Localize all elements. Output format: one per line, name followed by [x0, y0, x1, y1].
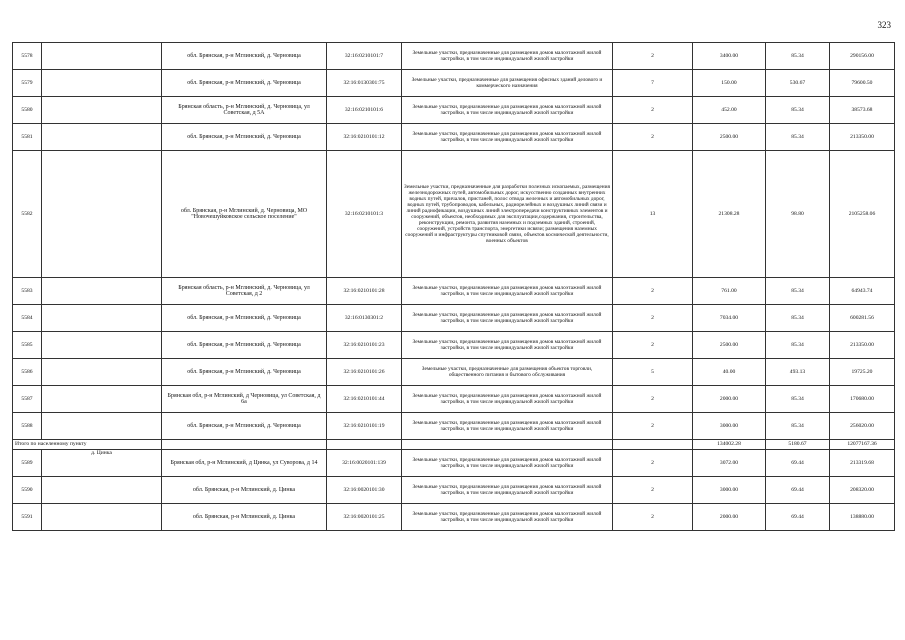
cadastral-value: 64943.74: [830, 278, 895, 305]
use-group: 2: [613, 386, 693, 413]
permitted-use: Земельные участки, предназначенные для размещения домов малоэтажной жилой застройки, в том числе индивидуальной жилой застройки: [402, 278, 613, 305]
address-cell: обл. Брянская, р-н Мглинский, д. Черновица: [162, 332, 327, 359]
address-cell: Брянская область, р-н Мглинский, д. Черновица, ул Советская, д 5А: [162, 97, 327, 124]
permitted-use: Земельные участки, предназначенные для размещения домов малоэтажной жилой застройки, в том числе индивидуальной жилой застройки: [402, 386, 613, 413]
cadastral-rate: 98.80: [766, 151, 830, 278]
cadastral-rate: 69.44: [766, 504, 830, 531]
subtotal-area: 134002.28: [693, 440, 766, 450]
use-group: 2: [613, 124, 693, 151]
address-cell: обл. Брянская, р-н Мглинский, д. Черновица: [162, 124, 327, 151]
cadastral-number: 32:16:0210101:23: [327, 332, 402, 359]
cadastral-number: 32:16:0130301:75: [327, 70, 402, 97]
area-value: 3072.00: [693, 450, 766, 477]
table-row: [13, 332, 895, 359]
subtotal-rate: 5180.67: [766, 440, 830, 450]
use-group: 2: [613, 43, 693, 70]
area-value: 3000.00: [693, 477, 766, 504]
area-value: 2500.00: [693, 124, 766, 151]
address-cell: обл. Брянская, р-н Мглинский, д. Черновица: [162, 413, 327, 440]
row-number: 5583: [13, 278, 42, 305]
use-group: 2: [613, 413, 693, 440]
permitted-use: Земельные участки, предназначенные для размещения домов малоэтажной жилой застройки, в том числе индивидуальной жилой застройки: [402, 504, 613, 531]
rows-group-chernovitsa: [13, 43, 895, 440]
subtotal-empty: [162, 440, 327, 450]
permitted-use: Земельные участки, предназначенные для размещения домов малоэтажной жилой застройки, в том числе индивидуальной жилой застройки: [402, 477, 613, 504]
cadastral-rate: 530.67: [766, 70, 830, 97]
use-group: 7: [613, 70, 693, 97]
cadastral-value: 170680.00: [830, 386, 895, 413]
locality-cell: [42, 278, 162, 305]
use-group: 2: [613, 332, 693, 359]
locality-cell: [42, 124, 162, 151]
land-registry-table: [12, 42, 895, 531]
subtotal-label: Итого по населенному пункту: [13, 440, 162, 450]
table-row: [13, 278, 895, 305]
area-value: 40.00: [693, 359, 766, 386]
locality-cell: [42, 386, 162, 413]
cadastral-number: 32:16:0020101:25: [327, 504, 402, 531]
cadastral-rate: 85.34: [766, 305, 830, 332]
area-value: 21308.28: [693, 151, 766, 278]
permitted-use: Земельные участки, предназначенные для размещения домов малоэтажной жилой застройки, в том числе индивидуальной жилой застройки: [402, 43, 613, 70]
subtotal-empty: [402, 440, 613, 450]
cadastral-number: 32:16:0020101:30: [327, 477, 402, 504]
address-cell: обл. Брянская, р-н Мглинский, д. Цинка: [162, 504, 327, 531]
cadastral-value: 208320.00: [830, 477, 895, 504]
area-value: 3000.00: [693, 413, 766, 440]
cadastral-value: 38573.68: [830, 97, 895, 124]
cadastral-rate: 85.34: [766, 278, 830, 305]
address-cell: обл. Брянская, р-н Мглинский, д. Черновица: [162, 70, 327, 97]
locality-cell: [42, 70, 162, 97]
address-cell: обл. Брянская, р-н Мглинский, д. Черновица: [162, 305, 327, 332]
cadastral-rate: 493.13: [766, 359, 830, 386]
locality-cell: [42, 477, 162, 504]
locality-cell: [42, 97, 162, 124]
cadastral-value: 19725.20: [830, 359, 895, 386]
row-number: 5582: [13, 151, 42, 278]
cadastral-number: 32:16:0020101:139: [327, 450, 402, 477]
locality-cell: [42, 43, 162, 70]
address-cell: обл. Брянская, р-н Мглинский, д. Черновица: [162, 359, 327, 386]
cadastral-value: 79600.50: [830, 70, 895, 97]
table-row: [13, 413, 895, 440]
permitted-use: Земельные участки, предназначенные для разработки полезных ископаемых, размещения железнодорожных путей, автомобильных дорог, искусственно созданных внутренних водных путей, причалов, пристаней, полос отвода железных и автомобильных дорог, водных путей, трубопроводов, кабельных, радиорелейных и воздушных линий связи и линий радиофикации, воздушных линий электропередачи конструктивных элементов и сооружений, объектов, необходимых для эксплуатации,содержания, строительства, реконструкции, ремонта, развития наземных и подземных зданий, строений, сооружений, устройств транспорта, энергетики исвязи; размещения наземных сооружений и инфраструктуры спутниковой связи, объектов космической деятельности, военных объектов: [402, 151, 613, 278]
cadastral-value: 290156.00: [830, 43, 895, 70]
cadastral-rate: 85.34: [766, 124, 830, 151]
address-cell: Брянская обл, р-н Мглинский, д Черновица, ул Советская, д 6а: [162, 386, 327, 413]
use-group: 2: [613, 504, 693, 531]
cadastral-number: 32:16:0130301:2: [327, 305, 402, 332]
cadastral-rate: 85.34: [766, 386, 830, 413]
table-row: [13, 43, 895, 70]
table-row: [13, 124, 895, 151]
cadastral-rate: 85.34: [766, 413, 830, 440]
row-number: 5579: [13, 70, 42, 97]
use-group: 2: [613, 477, 693, 504]
permitted-use: Земельные участки, предназначенные для размещения офисных зданий делового и коммерческого назначения: [402, 70, 613, 97]
row-number: 5591: [13, 504, 42, 531]
address-cell: Брянская область, р-н Мглинский, д. Черновица, ул Советская, д 2: [162, 278, 327, 305]
cadastral-number: 32:16:0210101:19: [327, 413, 402, 440]
cadastral-value: 213319.68: [830, 450, 895, 477]
locality-cell: [42, 413, 162, 440]
row-number: 5578: [13, 43, 42, 70]
area-value: 150.00: [693, 70, 766, 97]
permitted-use: Земельные участки, предназначенные для размещения домов малоэтажной жилой застройки, в том числе индивидуальной жилой застройки: [402, 413, 613, 440]
permitted-use: Земельные участки, предназначенные для размещения домов малоэтажной жилой застройки, в том числе индивидуальной жилой застройки: [402, 97, 613, 124]
permitted-use: Земельные участки, предназначенные для размещения домов малоэтажной жилой застройки, в том числе индивидуальной жилой застройки: [402, 332, 613, 359]
table-row: [13, 151, 895, 278]
row-number: 5588: [13, 413, 42, 440]
locality-cell: [42, 151, 162, 278]
row-number: 5580: [13, 97, 42, 124]
row-number: 5590: [13, 477, 42, 504]
area-value: 3400.00: [693, 43, 766, 70]
area-value: 2000.00: [693, 504, 766, 531]
row-number: 5584: [13, 305, 42, 332]
cadastral-value: 600281.56: [830, 305, 895, 332]
row-number: 5585: [13, 332, 42, 359]
subtotal-value: 12077167.36: [830, 440, 895, 450]
use-group: 5: [613, 359, 693, 386]
table-row: [13, 359, 895, 386]
table-row: [13, 386, 895, 413]
area-value: 761.00: [693, 278, 766, 305]
locality-cell: [42, 305, 162, 332]
table-row: [13, 305, 895, 332]
address-cell: Брянская обл, р-н Мглинский, д Цинка, ул Суворова, д 14: [162, 450, 327, 477]
use-group: 2: [613, 450, 693, 477]
use-group: 13: [613, 151, 693, 278]
subtotal-row: [13, 440, 895, 450]
table-row: [13, 97, 895, 124]
permitted-use: Земельные участки, предназначенные для размещения домов малоэтажной жилой застройки, в том числе индивидуальной жилой застройки: [402, 305, 613, 332]
cadastral-rate: 85.34: [766, 332, 830, 359]
locality-cell: [42, 504, 162, 531]
area-value: 2500.00: [693, 332, 766, 359]
cadastral-rate: 69.44: [766, 477, 830, 504]
permitted-use: Земельные участки, предназначенные для размещения домов малоэтажной жилой застройки, в том числе индивидуальной жилой застройки: [402, 450, 613, 477]
cadastral-number: 32:16:0210101:44: [327, 386, 402, 413]
use-group: 2: [613, 97, 693, 124]
cadastral-number: 32:16:0210101:12: [327, 124, 402, 151]
cadastral-value: 213350.00: [830, 332, 895, 359]
address-cell: обл. Брянская, р-н Мглинский, д. Черновица, МО "Новочешуйковское сельское поселение": [162, 151, 327, 278]
subtotal-empty: [613, 440, 693, 450]
area-value: 7034.00: [693, 305, 766, 332]
row-number: 5587: [13, 386, 42, 413]
use-group: 2: [613, 278, 693, 305]
cadastral-value: 256020.00: [830, 413, 895, 440]
row-number: 5581: [13, 124, 42, 151]
locality-cell: д. Цинка: [42, 450, 162, 477]
permitted-use: Земельные участки, предназначенные для размещения объектов торговли, общественного питания и бытового обслуживания: [402, 359, 613, 386]
row-number: 5586: [13, 359, 42, 386]
area-value: 2000.00: [693, 386, 766, 413]
cadastral-rate: 85.34: [766, 97, 830, 124]
use-group: 2: [613, 305, 693, 332]
cadastral-rate: 69.44: [766, 450, 830, 477]
cadastral-number: 32:16:0210101:3: [327, 151, 402, 278]
cadastral-value: 213350.00: [830, 124, 895, 151]
area-value: 452.00: [693, 97, 766, 124]
cadastral-number: 32:16:0210101:6: [327, 97, 402, 124]
locality-cell: [42, 332, 162, 359]
cadastral-value: 138880.00: [830, 504, 895, 531]
address-cell: обл. Брянская, р-н Мглинский, д. Цинка: [162, 477, 327, 504]
table-row: [13, 70, 895, 97]
rows-group-tsinka: [13, 450, 895, 531]
page-number: 323: [877, 20, 891, 30]
cadastral-value: 2105258.06: [830, 151, 895, 278]
subtotal-group: [13, 440, 895, 450]
table-row: [13, 504, 895, 531]
subtotal-empty: [327, 440, 402, 450]
permitted-use: Земельные участки, предназначенные для размещения домов малоэтажной жилой застройки, в том числе индивидуальной жилой застройки: [402, 124, 613, 151]
cadastral-number: 32:16:0210101:28: [327, 278, 402, 305]
cadastral-number: 32:16:0210101:26: [327, 359, 402, 386]
cadastral-rate: 85.34: [766, 43, 830, 70]
address-cell: обл. Брянская, р-н Мглинский, д. Черновица: [162, 43, 327, 70]
table-row: [13, 450, 895, 477]
table-row: [13, 477, 895, 504]
cadastral-number: 32:16:0210101:7: [327, 43, 402, 70]
row-number: 5589: [13, 450, 42, 477]
locality-cell: [42, 359, 162, 386]
